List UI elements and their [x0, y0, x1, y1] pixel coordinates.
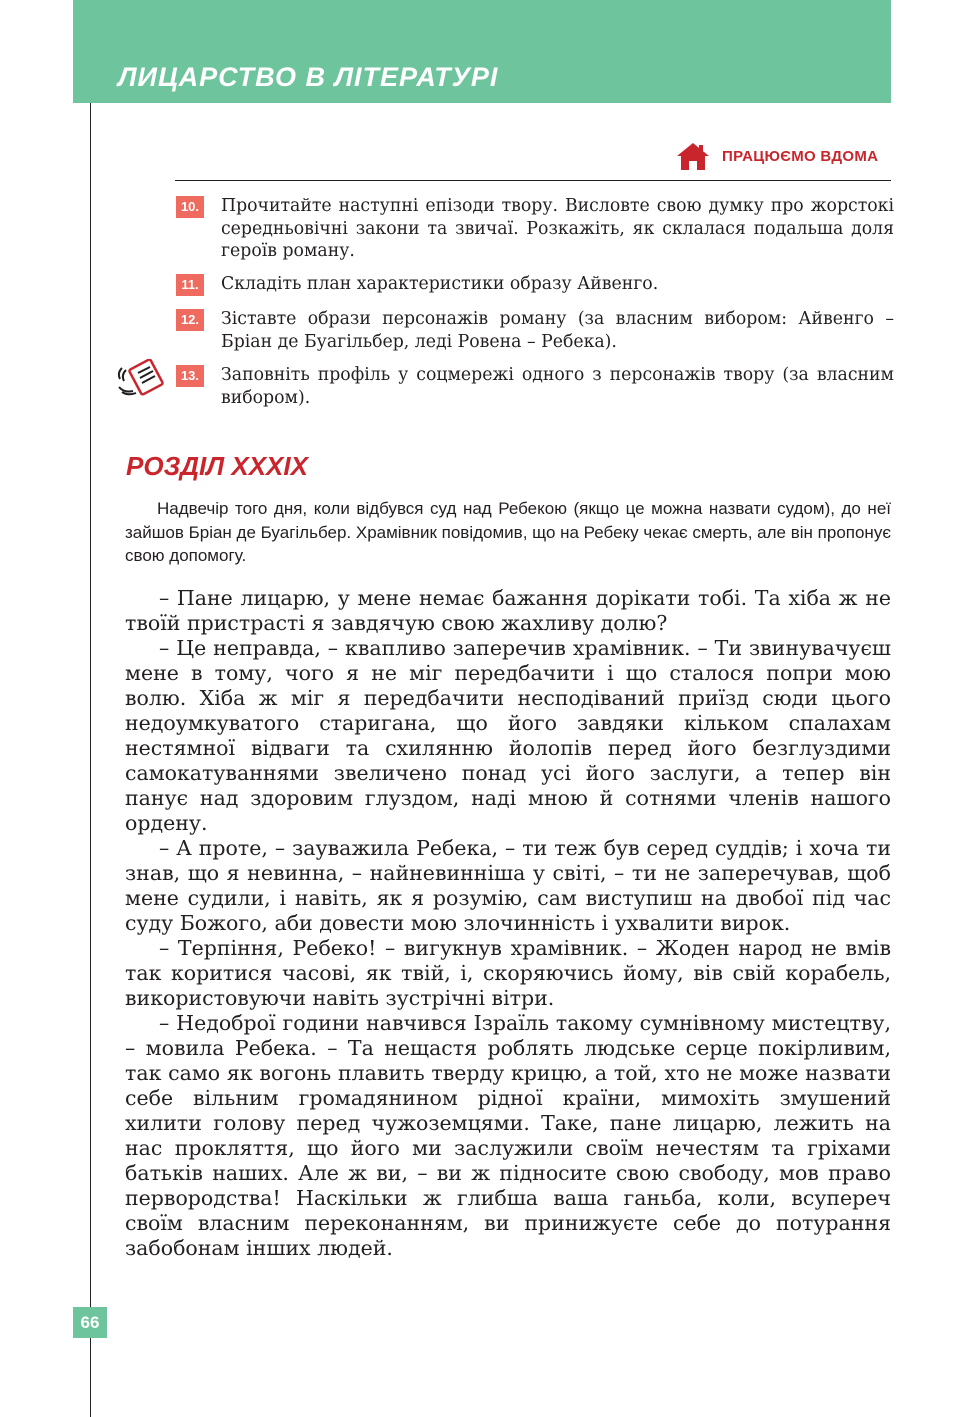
task-text: Складіть план характеристики образу Айвенго.	[221, 274, 659, 294]
story-text	[125, 586, 891, 1261]
paragraph: – Це неправда, – квапливо заперечив храмівник. – Ти звинувачуєш мене в тому, чого я не міг передбачити і що сталося попри мою волю. Хіба ж міг я передбачити несподіваний приїзд сюди цього недоумкуватого старигана, що його завдяки кільком спалахам нестямної відваги та схилянню йолопів перед його безглуздими самокатуваннями звеличено понад усі його заслуги, а тепер він панує над здоровим глуздом, наді мною й сотнями членів нашого ордену.	[125, 636, 891, 835]
task-text: Прочитайте наступні епізоди твору. Висловте свою думку про жорстокі середньовічні закони та звичаї. Розкажіть, як склалася подальша доля героїв роману.	[221, 196, 894, 261]
homework-rule	[175, 180, 891, 181]
paragraph: – А проте, – зауважила Ребека, – ти теж був серед суддів; і хоча ти знав, що я невинна, – найневинніша у світі, – ти не заперечував, щоб мене судили, і навіть, як я розумію, сам виступиш на двобої під час суду Божого, аби довести мою злочинність і ухвалити вирок.	[125, 836, 891, 935]
margin-line	[90, 103, 91, 1417]
task-text: Заповніть профіль у соцмережі одного з персонажів твору (за власним вибором).	[221, 365, 894, 408]
task-number-badge: 12.	[176, 309, 204, 331]
homework-heading	[676, 140, 878, 172]
paragraph: – Пане лицарю, у мене немає бажання дорікати тобі. Та хіба ж не твоїй пристрасті я завдячую свою жахливу долю?	[125, 586, 891, 635]
task-number-badge: 13.	[176, 365, 204, 387]
page-header-title: ЛИЦАРСТВО В ЛІТЕРАТУРІ	[118, 62, 499, 92]
homework-label: ПРАЦЮЄМО ВДОМА	[722, 147, 879, 165]
section-title: РОЗДІЛ XXXIX	[126, 451, 308, 481]
task-number-badge: 11.	[176, 274, 204, 296]
task-text: Зіставте образи персонажів роману (за власним вибором: Айвенго – Бріан де Буагільбер, леді Ровена – Ребека).	[221, 309, 894, 352]
paragraph: – Недоброї години навчився Ізраїль такому сумнівному мистецтву, – мовила Ребека. – Та нещастя роблять людське серце покірливим, так само як вогонь плавить тверду крицю, а той, хто не може назвати себе вільним громадянином рідної країни, мимохіть змушений хилити голову перед чужоземцями. Таке, пане лицарю, лежить на нас прокляття, що його ми заслужили своїм нечестям та гріхами батьків наших. Але ж ви, – ви ж підносите свою свободу, мов право первородства! Наскільки ж глибша ваша ганьба, коли, всупереч своїм власним переконанням, ви принижуєте себе до потурання забобонам інших людей.	[125, 1011, 891, 1260]
page-number: 66	[73, 1307, 107, 1338]
social-network-icon	[116, 359, 164, 397]
task-number-badge: 10.	[176, 196, 204, 218]
house-icon	[676, 141, 710, 171]
section-intro	[125, 497, 891, 568]
paragraph: – Терпіння, Ребеко! – вигукнув храмівник. – Жоден народ не вмів так коритися часові, як твій, і, скоряючись йому, вів свій корабель, використовуючи навіть зустрічні вітри.	[125, 936, 891, 1010]
intro-text: Надвечір того дня, коли відбувся суд над Ребекою (якщо це можна назвати судом), до неї зайшов Бріан де Буагільбер. Храмівник повідомив, що на Ребеку чекає смерть, але він пропонує свою допомогу.	[125, 499, 891, 565]
